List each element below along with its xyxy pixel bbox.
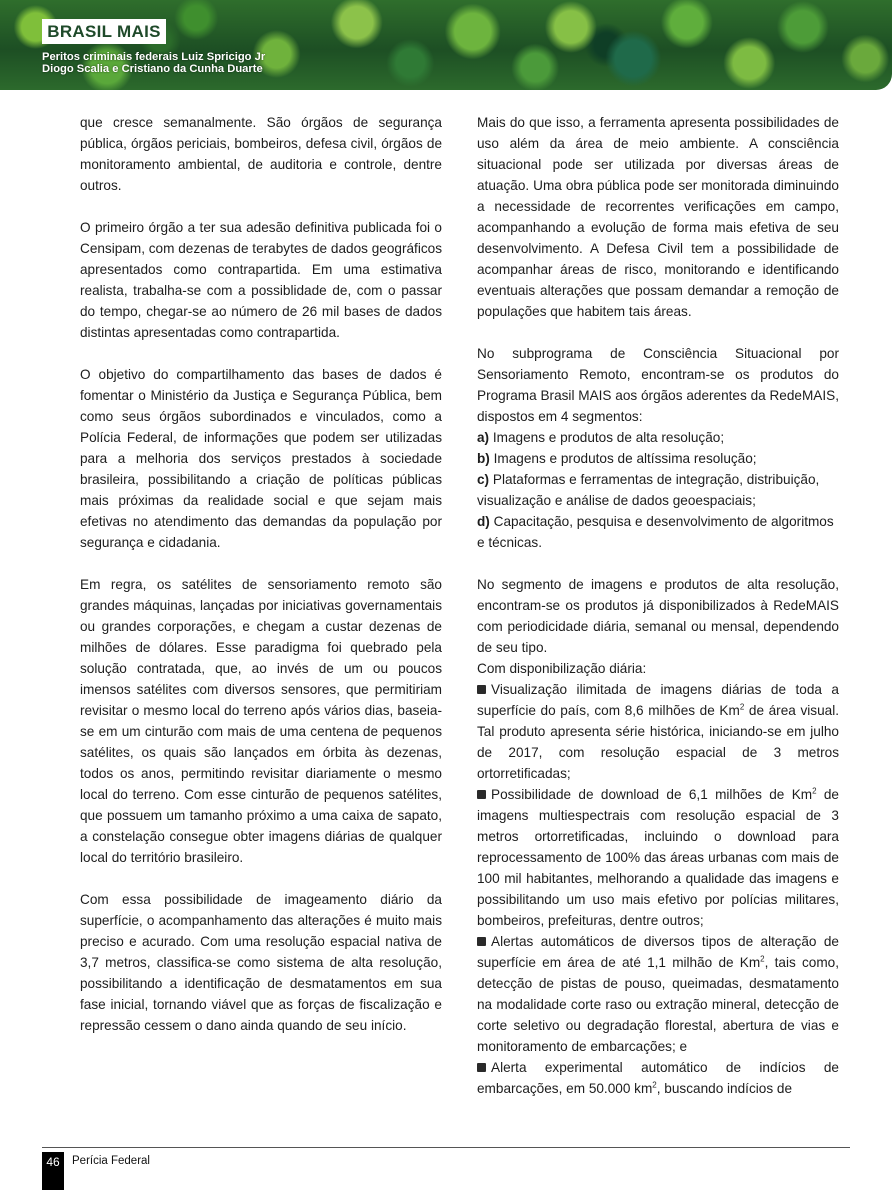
paragraph: No subprograma de Consciência Situacional por Sensoriamento Remoto, encontram-se os produtos do Programa Brasil MAIS aos órgãos aderentes da RedeMAIS, dispostos em 4 segmentos: — [477, 346, 839, 424]
square-bullet-icon — [477, 1063, 486, 1072]
segment-letter: d) — [477, 514, 490, 529]
segment-letter: b) — [477, 451, 490, 466]
header-banner — [0, 0, 892, 90]
segment-item — [477, 448, 839, 469]
segment-text: Capacitação, pesquisa e desenvolvimento de algoritmos e técnicas. — [477, 514, 834, 550]
section-title: BRASIL MAIS — [47, 21, 161, 41]
paragraph: Mais do que isso, a ferramenta apresenta possibilidades de uso além da área de meio ambiente. A consciência situacional pode ser utilizada por diversas áreas de atuação. Uma obra pública pode ser monitorada diminuindo a necessidade de recorrentes verificações em campo, acompanhando a evolução de forma mais efetiva de seu desenvolvimento. A Defesa Civil tem a possibilidade de acompanhar áreas de risco, monitorando e identificando eventuais alterações que possam demandar a remoção de populações que habitem tais áreas. — [477, 115, 839, 319]
square-bullet-icon — [477, 790, 486, 799]
bullet-item: Alerta experimental automático de indícios de embarcações, em 50.000 $km^2$, buscando indícios de — [477, 1060, 839, 1096]
footer-divider — [42, 1147, 850, 1148]
paragraph: Em regra, os satélites de sensoriamento remoto são grandes máquinas, lançadas por iniciativas governamentais ou grandes corporações, e chegam a custar dezenas de milhões de dólares. Esse paradigma foi quebrado pela solução contratada, que, ao invés de um ou poucos imensos satélites com diversos sensores, que permitiriam revisitar o mesmo local do terreno após vários dias, baseia-se em um cinturão com mais de uma centena de pequenos satélites, os quais são lançados em órbita às dezenas, todos os anos, permitindo revisitar diariamente o mesmo local do terreno. Com esse cinturão de pequenos satélites, que possuem um tamanho próximo a uma caixa de sapato, a constelação consegue obter imagens diárias de qualquer local do território brasileiro. — [80, 577, 442, 865]
segment-item — [477, 427, 839, 448]
section-title-box — [42, 19, 166, 44]
bullet-item: Alertas automáticos de diversos tipos de alteração de superfície em área de até 1,1 milhão de Km$^2$, tais como, detecção de pistas de pouso, queimadas, desmatamento na modalidade corte raso ou extração mineral, detecção de corte seletivo ou degradação florestal, abertura de vias e monitoramento de embarcações; e — [477, 934, 839, 1054]
paragraph: No segmento de imagens e produtos de alta resolução, encontram-se os produtos já disponibilizados à RedeMAIS com periodicidade diária, semanal ou mensal, dependendo de seu tipo. — [477, 577, 839, 655]
paragraph: O objetivo do compartilhamento das bases de dados é fomentar o Ministério da Justiça e Segurança Pública, bem como seus órgãos subordinados e vinculados, como a Polícia Federal, de informações que podem ser utilizadas para a melhoria dos serviços prestados à sociedade brasileira, possibilitando a criação de políticas públicas mais próximas da realidade social e que sejam mais efetivas no atendimento das demandas da população por segurança e cidadania. — [80, 367, 442, 550]
square-bullet-icon — [477, 937, 486, 946]
paragraph: Com essa possibilidade de imageamento diário da superfície, o acompanhamento das alterações é muito mais preciso e acurado. Com uma resolução espacial nativa de 3,7 metros, classifica-se como sistema de alta resolução, possibilitando a identificação de desmatamentos em sua fase inicial, tornando viável que as forças de fiscalização e repressão cessem o dano ainda quando de seu início. — [80, 892, 442, 1033]
segment-item — [477, 469, 839, 511]
segment-letter: a) — [477, 430, 490, 445]
bullet-item: Possibilidade de download de 6,1 milhões de Km$^2$ de imagens multiespectrais com resolução espacial de 3 metros ortorretificadas, incluindo o download para reprocessamento de 100% das áreas urbanas com mais de 100 mil habitantes, melhorando a qualidade das imagens e possibilitando um uso mais efetivo por polícias militares, bombeiros, prefeituras, dentre outros; — [477, 786, 839, 928]
segment-text: Imagens e produtos de altíssima resolução; — [493, 451, 757, 466]
bullet-item: Visualização ilimitada de imagens diárias de toda a superfície do país, com 8,6 milhões de Km$^2$ de área visual. Tal produto apresenta série histórica, iniciando-se em julho de 2017, com resolução espacial de 3 metros ortorretificadas; — [477, 682, 839, 781]
paragraph: O primeiro órgão a ter sua adesão definitiva publicada foi o Censipam, com dezenas de terabytes de dados geográficos apresentados como contrapartida. Em uma estimativa realista, trabalha-se com a possiblidade de, com o passar do tempo, chegar-se ao número de 26 mil bases de dados distintas apresentadas como contrapartida. — [80, 220, 442, 340]
authors-byline — [42, 52, 265, 75]
authors-line-2: Diogo Scalia e Cristiano da Cunha Duarte — [42, 62, 263, 75]
segment-item — [477, 511, 839, 553]
segment-text: Imagens e produtos de alta resolução; — [492, 430, 725, 445]
publication-name: Perícia Federal — [72, 1155, 150, 1167]
page-number: 46 — [42, 1152, 64, 1190]
paragraph: que cresce semanalmente. São órgãos de segurança pública, órgãos periciais, bombeiros, defesa civil, órgãos de monitoramento ambiental, de auditoria e controle, dentre outros. — [80, 115, 442, 193]
square-bullet-icon — [477, 685, 486, 694]
left-column — [80, 112, 442, 1057]
segment-letter: c) — [477, 472, 490, 487]
right-column — [477, 112, 839, 1099]
segment-text: Plataformas e ferramentas de integração, distribuição, visualização e análise de dados geoespaciais; — [477, 472, 820, 508]
daily-availability-label: Com disponibilização diária: — [477, 661, 647, 676]
authors-line-1: Peritos criminais federais Luiz Spricigo Jr — [42, 51, 266, 63]
